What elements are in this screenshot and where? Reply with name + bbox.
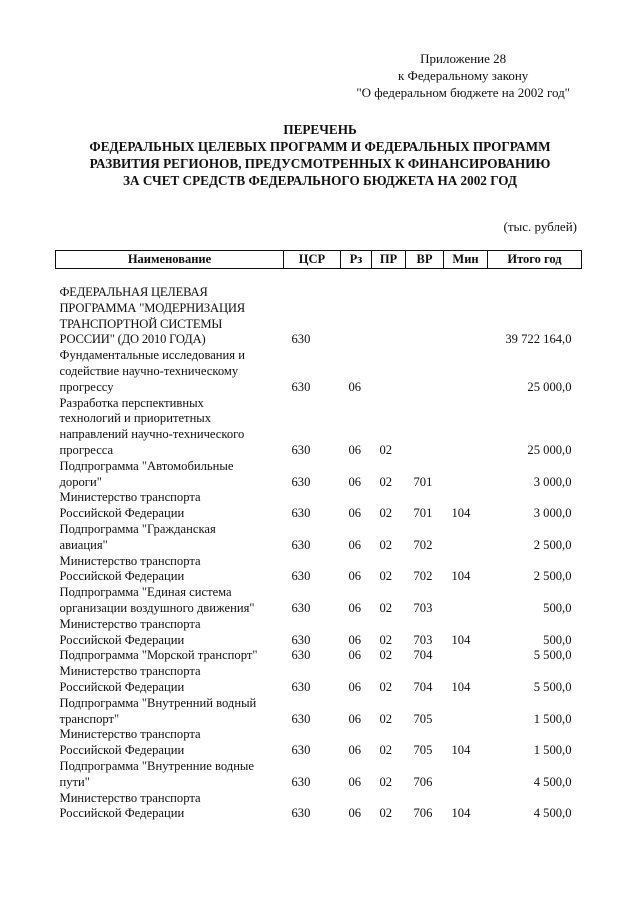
- cell-rz: 06: [348, 806, 362, 821]
- cell-name-line: Министерство транспорта: [59, 790, 201, 805]
- cell-name: [56, 554, 284, 586]
- cell-name-line: Российской Федерации: [59, 806, 185, 821]
- table-row: [56, 791, 582, 823]
- cell-csr: 630: [291, 379, 311, 394]
- cell-csr: 630: [291, 743, 311, 758]
- table-row: [56, 585, 582, 617]
- cell-name-line: пути": [59, 774, 90, 789]
- cell-pr: 02: [379, 711, 393, 726]
- cell-pr: 02: [379, 474, 393, 489]
- cell-name-line: ТРАНСПОРТНОЙ СИСТЕМЫ: [59, 316, 223, 331]
- title-line-3: РАЗВИТИЯ РЕГИОНОВ, ПРЕДУСМОТРЕННЫХ К ФИНАНСИРОВАНИЮ: [89, 156, 551, 171]
- cell-vr: 702: [413, 569, 433, 584]
- cell-name: [56, 696, 284, 728]
- cell-total: 500,0: [543, 600, 572, 615]
- cell-name-line: дороги": [59, 474, 102, 489]
- cell-vr: 702: [413, 537, 433, 552]
- cell-min: 104: [451, 679, 471, 694]
- cell-name-line: Подпрограмма "Автомобильные: [59, 458, 234, 473]
- cell-vr: [406, 348, 444, 395]
- cell-vr: [406, 285, 444, 348]
- table-row: [56, 554, 582, 586]
- cell-total: 500,0: [543, 632, 572, 647]
- cell-vr: 706: [413, 806, 433, 821]
- cell-csr: 630: [291, 537, 311, 552]
- cell-name-line: Подпрограмма "Единая система: [59, 585, 232, 600]
- cell-name-line: Фундаментальные исследования и: [59, 348, 245, 363]
- cell-pr: 02: [379, 632, 393, 647]
- cell-pr: 02: [379, 648, 393, 663]
- cell-name-line: Российской Федерации: [59, 743, 185, 758]
- cell-name-line: прогресса: [59, 442, 114, 457]
- cell-total: 39 722 164,0: [505, 332, 572, 347]
- cell-pr: [372, 285, 406, 348]
- table-row: [56, 617, 582, 649]
- cell-rz: 06: [348, 379, 362, 394]
- cell-pr: 02: [379, 442, 393, 457]
- cell-csr: 630: [291, 569, 311, 584]
- cell-rz: 06: [348, 569, 362, 584]
- cell-rz: 06: [348, 632, 362, 647]
- cell-total: 25 000,0: [527, 442, 572, 457]
- cell-pr: [372, 348, 406, 395]
- cell-rz: 06: [348, 679, 362, 694]
- cell-name-line: авиация": [59, 537, 108, 552]
- table-row: [56, 696, 582, 728]
- cell-name: [56, 585, 284, 617]
- cell-rz: 06: [348, 648, 362, 663]
- cell-pr: 02: [379, 806, 393, 821]
- cell-name-line: Министерство транспорта: [59, 727, 201, 742]
- cell-name-line: Российской Федерации: [59, 679, 185, 694]
- cell-pr: 02: [379, 679, 393, 694]
- cell-name: [56, 348, 284, 395]
- title-line-1: ПЕРЕЧЕНЬ: [283, 122, 357, 137]
- cell-name: [56, 617, 284, 649]
- cell-csr: 630: [291, 632, 311, 647]
- document-title: [0, 121, 640, 189]
- cell-min: [444, 348, 488, 395]
- table-row: [56, 459, 582, 491]
- table-row: [56, 522, 582, 554]
- cell-name-line: Российской Федерации: [59, 569, 185, 584]
- cell-name-line: Министерство транспорта: [59, 553, 201, 568]
- cell-pr: 02: [379, 743, 393, 758]
- cell-min: 104: [451, 569, 471, 584]
- cell-total: 4 500,0: [533, 806, 572, 821]
- cell-total: 25 000,0: [527, 379, 572, 394]
- cell-name-line: Российской Федерации: [59, 632, 185, 647]
- cell-min: [444, 285, 488, 348]
- cell-name-line: ФЕДЕРАЛЬНАЯ ЦЕЛЕВАЯ: [59, 285, 208, 299]
- cell-name-line: направлений научно-технического: [59, 427, 245, 442]
- cell-csr: 630: [291, 506, 311, 521]
- cell-pr: 02: [379, 537, 393, 552]
- cell-pr: 02: [379, 600, 393, 615]
- cell-total: 1 500,0: [533, 711, 572, 726]
- cell-name-line: РОССИИ" (ДО 2010 ГОДА): [59, 332, 206, 347]
- cell-rz: 06: [348, 506, 362, 521]
- appendix-law-title: "О федеральном бюджете на 2002 год": [356, 85, 570, 100]
- cell-csr: 630: [291, 600, 311, 615]
- cell-name: [56, 396, 284, 459]
- cell-vr: 704: [413, 648, 433, 663]
- cell-vr: 701: [413, 506, 433, 521]
- cell-name: [56, 791, 284, 823]
- table-row: [56, 759, 582, 791]
- table-row: [56, 348, 582, 395]
- cell-min: [444, 396, 488, 459]
- appendix-number: Приложение 28: [420, 51, 507, 66]
- cell-name-line: содействие научно-техническому: [59, 363, 239, 378]
- cell-name-line: технологий и приоритетных: [59, 411, 212, 426]
- cell-pr: 02: [379, 774, 393, 789]
- cell-csr: 630: [291, 806, 311, 821]
- header-total: Итого год: [488, 251, 582, 269]
- cell-vr: 703: [413, 600, 433, 615]
- cell-name: [56, 664, 284, 696]
- programs-table: [55, 250, 582, 822]
- cell-vr: [406, 396, 444, 459]
- cell-total: 4 500,0: [533, 774, 572, 789]
- header-rz: Рз: [341, 251, 372, 269]
- cell-name-line: Подпрограмма "Внутренние водные: [59, 758, 254, 773]
- title-line-2: ФЕДЕРАЛЬНЫХ ЦЕЛЕВЫХ ПРОГРАММ И ФЕДЕРАЛЬНЫХ ПРОГРАММ: [89, 139, 551, 154]
- cell-min: [444, 522, 488, 554]
- cell-total: 3 000,0: [533, 474, 572, 489]
- cell-name-line: Разработка перспективных: [59, 395, 204, 410]
- cell-min: 104: [451, 632, 471, 647]
- cell-total: 3 000,0: [533, 506, 572, 521]
- cell-name: [56, 459, 284, 491]
- cell-vr: 701: [413, 474, 433, 489]
- cell-min: 104: [451, 743, 471, 758]
- cell-rz: 06: [348, 711, 362, 726]
- cell-name-line: Министерство транспорта: [59, 616, 201, 631]
- units-label: (тыс. рублей): [503, 219, 577, 234]
- cell-name: [56, 490, 284, 522]
- table-header-row: [56, 251, 582, 269]
- cell-name: [56, 648, 284, 664]
- cell-vr: 703: [413, 632, 433, 647]
- cell-csr: 630: [291, 442, 311, 457]
- cell-name-line: Российской Федерации: [59, 506, 185, 521]
- cell-csr: 630: [291, 711, 311, 726]
- cell-total: 5 500,0: [533, 648, 572, 663]
- table-row: [56, 396, 582, 459]
- cell-name: [56, 727, 284, 759]
- cell-pr: 02: [379, 569, 393, 584]
- cell-name-line: Подпрограмма "Морской транспорт": [59, 648, 258, 663]
- table-body: [56, 269, 582, 823]
- cell-rz: 06: [348, 743, 362, 758]
- cell-rz: 06: [348, 774, 362, 789]
- cell-total: 2 500,0: [533, 537, 572, 552]
- cell-min: [444, 759, 488, 791]
- header-csr: ЦСР: [284, 251, 341, 269]
- cell-min: [444, 459, 488, 491]
- title-line-4: ЗА СЧЕТ СРЕДСТВ ФЕДЕРАЛЬНОГО БЮДЖЕТА НА 2002 ГОД: [123, 173, 517, 188]
- cell-name-line: Подпрограмма "Внутренний водный: [59, 695, 257, 710]
- cell-vr: 705: [413, 743, 433, 758]
- cell-name-line: Министерство транспорта: [59, 490, 201, 505]
- table-row: [56, 648, 582, 664]
- cell-total: 1 500,0: [533, 743, 572, 758]
- table-row: [56, 490, 582, 522]
- cell-name-line: Министерство транспорта: [59, 664, 201, 679]
- cell-min: 104: [451, 806, 471, 821]
- header-vr: ВР: [406, 251, 444, 269]
- cell-min: [444, 696, 488, 728]
- cell-name-line: ПРОГРАММА "МОДЕРНИЗАЦИЯ: [59, 300, 245, 315]
- table-row: [56, 727, 582, 759]
- cell-name-line: прогрессу: [59, 379, 114, 394]
- appendix-law-ref: к Федеральному закону: [397, 68, 529, 83]
- cell-rz: 06: [348, 474, 362, 489]
- table-spacer: [56, 269, 582, 286]
- cell-rz: 06: [348, 537, 362, 552]
- cell-rz: 06: [348, 442, 362, 457]
- cell-vr: 706: [413, 774, 433, 789]
- cell-name-line: Подпрограмма "Гражданская: [59, 521, 216, 536]
- cell-csr: 630: [291, 332, 311, 347]
- header-name: Наименование: [56, 251, 284, 269]
- cell-name-line: транспорт": [59, 711, 120, 726]
- table-row: [56, 664, 582, 696]
- cell-csr: 630: [291, 474, 311, 489]
- cell-name: [56, 285, 284, 348]
- cell-csr: 630: [291, 774, 311, 789]
- cell-csr: 630: [291, 679, 311, 694]
- cell-min: [444, 585, 488, 617]
- cell-total: 2 500,0: [533, 569, 572, 584]
- header-pr: ПР: [372, 251, 406, 269]
- cell-name: [56, 759, 284, 791]
- cell-name-line: организации воздушного движения": [59, 600, 255, 615]
- cell-vr: 705: [413, 711, 433, 726]
- cell-csr: 630: [291, 648, 311, 663]
- cell-vr: 704: [413, 679, 433, 694]
- cell-name: [56, 522, 284, 554]
- cell-total: 5 500,0: [533, 679, 572, 694]
- cell-pr: 02: [379, 506, 393, 521]
- header-min: Мин: [444, 251, 488, 269]
- cell-rz: [341, 285, 372, 348]
- table-row: [56, 285, 582, 348]
- appendix-header: [356, 50, 570, 101]
- cell-rz: 06: [348, 600, 362, 615]
- cell-min: 104: [451, 506, 471, 521]
- cell-min: [444, 648, 488, 664]
